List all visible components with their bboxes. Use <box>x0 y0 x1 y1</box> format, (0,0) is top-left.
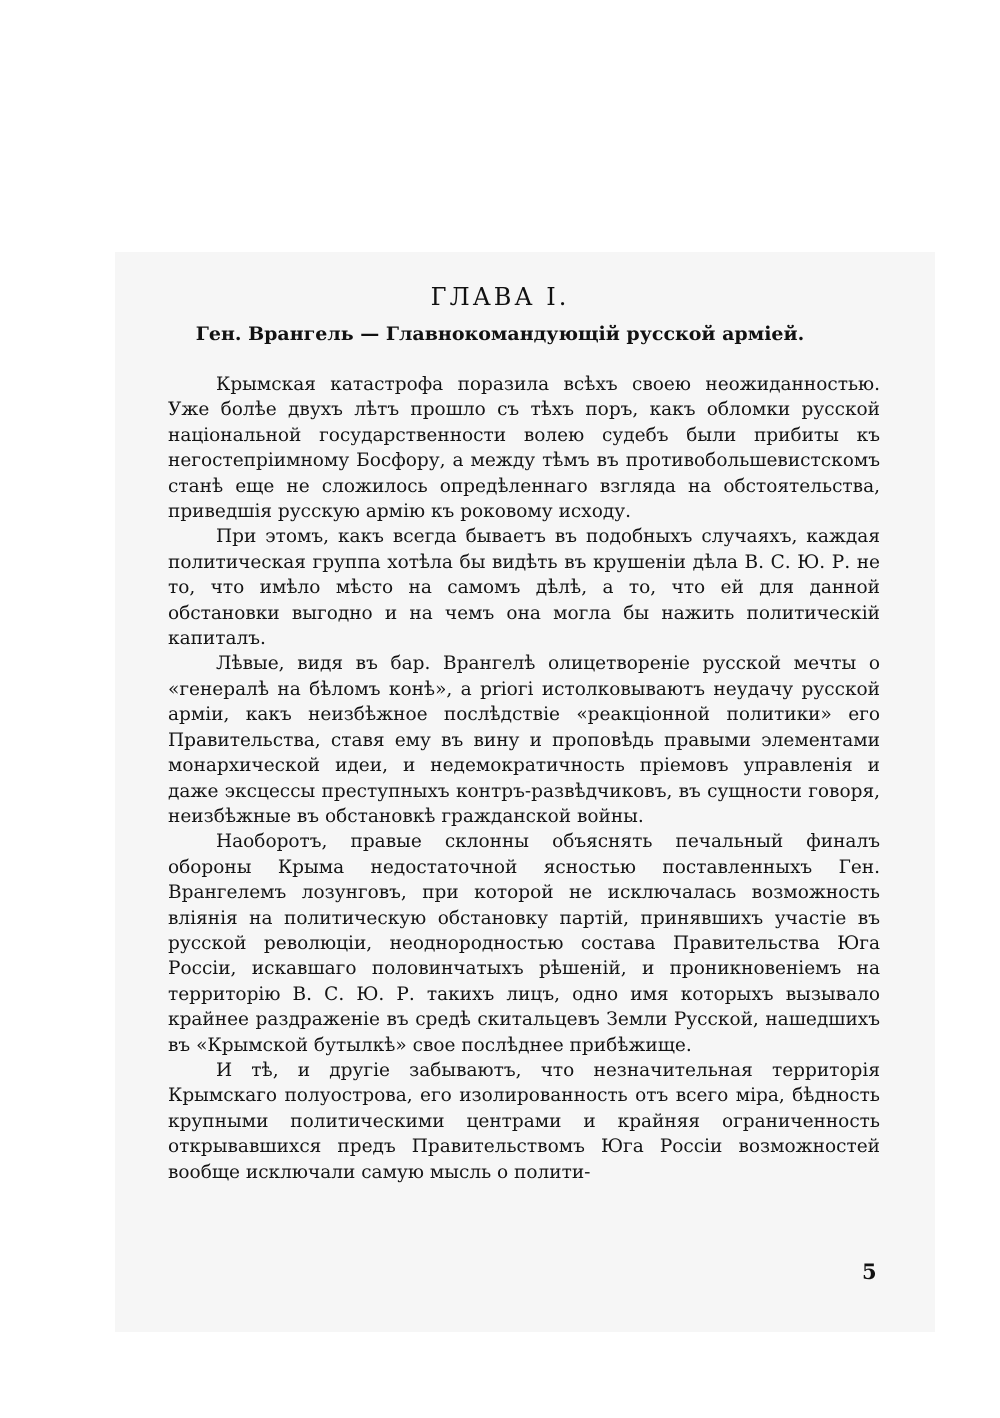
paragraph-3: Лѣвые, видя въ бар. Врангелѣ олицетвореніе русской мечты о «генералѣ на бѣломъ конѣ», а prioгі истолковываютъ неудачу русской арміи, какъ неизбѣжное послѣдствіе «реакціонной политики» его Правительства, ставя ему въ вину и проповѣдь правыми элементами монархической идеи, и недемократичность пріемовъ управленія и даже эксцессы преступныхъ контръ-развѣдчиковъ, въ сущности говоря, неизбѣжные въ обстановкѣ гражданской войны. <box>168 653 880 827</box>
paragraph-4: Наоборотъ, правые склонны объяснять печальный финалъ обороны Крыма недостаточной ясностью поставленныхъ Ген. Врангелемъ лозунговъ, при которой не исключалась возможность вліянія на политическую обстановку партій, принявшихъ участіе въ русской революціи, неоднородностью состава Правительства Юга Россіи, искавшаго половинчатыхъ рѣшеній, и проникновеніемъ на территорію В. С. Ю. Р. такихъ лицъ, одно имя которыхъ вызывало крайнее раздраженіе въ средѣ скитальцевъ Земли Русской, нашедшихъ въ «Крымской бутылкѣ» свое послѣднее прибѣжище. <box>168 831 880 1056</box>
paragraph-1: Крымская катастрофа поразила всѣхъ своею неожиданностью. Уже болѣе двухъ лѣтъ прошло съ тѣхъ поръ, какъ обломки русской національной государственности волею судебъ были прибиты къ негостепріимному Босфору, а между тѣмъ въ противобольшевистскомъ станѣ еще не сложилось опредѣленнаго взгляда на обстоятельства, приведшія русскую армію къ роковому исходу. <box>168 374 880 523</box>
paragraph-2: При этомъ, какъ всегда бываетъ въ подобныхъ случаяхъ, каждая политическая группа хотѣла бы видѣть въ крушеніи дѣла В. С. Ю. Р. не то, что имѣло мѣсто на самомъ дѣлѣ, а то, что ей для данной обстановки выгодно и на чемъ она могла бы нажить политическій капиталъ. <box>168 526 880 650</box>
page-number: 5 <box>862 1259 877 1284</box>
chapter-body <box>168 372 880 1185</box>
paragraph-5: И тѣ, и другіе забываютъ, что незначительная территорія Крымскаго полуострова, его изолированность отъ всего міра, бѣдность крупными политическими центрами и крайняя ограниченность открывавшихся предъ Правительствомъ Юга Россіи возможностей вообще исключали самую мысль о полити- <box>168 1059 880 1183</box>
chapter-number: ГЛАВА I. <box>430 283 570 311</box>
chapter-title: Ген. Врангель — Главнокомандующій русской арміей. <box>195 323 805 345</box>
